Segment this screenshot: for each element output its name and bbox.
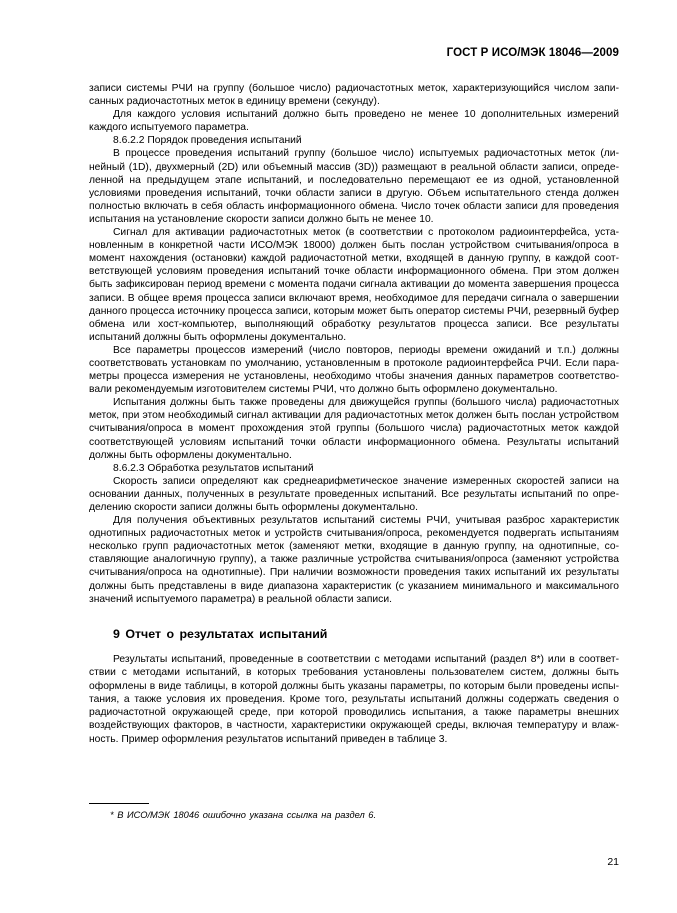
document-header: ГОСТ Р ИСО/МЭК 18046—2009 [446,47,619,59]
section-body [89,653,619,746]
paragraph: записи системы РЧИ на группу (большое число) радиочастотных меток, характеризующийся числом записанных радиочастотных меток в единицу времени (секунду). [89,83,619,108]
paragraph: В процессе проведения испытаний группу (большое число) испытуемых радиочастотных меток (линейный (1D), двухмерный (2D) или объемный массив (3D)) размещают в реальной области записи, определенной на предыдущем этапе испытаний, и последовательно перемещают ее из одной, установленной условиями проведения испытаний, точки области записи в другую. Объем испытательного стенда должен полностью включать в себя область информационного обмена. Число точек области записи для проведения испытания на установление скорости записи должно быть не менее 10. [89,148,619,225]
paragraph: Испытания должны быть также проведены для движущейся группы (большого числа) радиочастотных меток, при этом необходимый сигнал активации для радиочастотных меток должен быть послан устройством считывания/опроса в момент прохождения этой группы (большого числа) радиочастотных меток каждой соответствующей условиям испытаний точки области информационного обмена. Результаты испытаний должны быть оформлены документально. [89,397,619,461]
subsection-title: 8.6.2.3 Обработка результатов испытаний [113,462,314,474]
footnote: * В ИСО/МЭК 18046 ошибочно указана ссылка на раздел 6. [110,810,377,820]
paragraph: Для каждого условия испытаний должно быть проведено не менее 10 дополнительных измерений каждого испытуемого параметра. [89,109,619,134]
paragraph: Все параметры процессов измерений (число повторов, периоды времени ожиданий и т.п.) должны соответствовать установкам по умолчанию, установленным в протоколе радиоинтерфейса РЧИ. Если параметры процесса измерения не установлены, необходимо чтобы значения данных параметров соответствовали рекомендуемым изготовителем системы РЧИ, что должно быть оформлено документально. [89,344,619,396]
subsection-title: 8.6.2.2 Порядок проведения испытаний [113,135,302,147]
body-text [89,82,619,606]
paragraph: Сигнал для активации радиочастотных меток (в соответствии с протоколом радиоинтерфейса, установленным в конкретной части ИСО/МЭК 18000) должен быть послан устройством считывания/опроса в момент нахождения (остановки) каждой радиочастотной метки, входящей в данную группу, в каждой соответствующей условиям проведения испытаний точке области информационного обмена. При этом должен быть зафиксирован период времени с момента подачи сигнала активации до момента завершения процесса записи. В общее время процесса записи включают время, необходимое для передачи сигнала о завершении данного процесса источнику процесса записи, которым может быть оператор системы РЧИ, резервный буфер обмена или хост-компьютер, выполняющий обработку результатов процесса записи. Все результаты испытаний должны быть оформлены документально. [89,227,619,343]
section-heading: 9 Отчет о результатах испытаний [113,627,328,641]
paragraph: Результаты испытаний, проведенные в соответствии с методами испытаний (раздел 8*) или в соответствии с методами испытаний, в которых требования установлены пользователем систем, должны быть оформлены в виде таблицы, в которой должны быть указаны параметры, по которым были проведены испытания, а также условия их проведения. Кроме того, результаты испытаний должны содержать сведения о радиочастотной окружающей среде, при которой проводились испытания, а также параметры внешних воздействующих факторов, в частности, характеристики окружающей среды, включая температуру и влажность. Пример оформления результатов испытаний приведен в таблице 3. [89,654,619,745]
paragraph: Для получения объективных результатов испытаний системы РЧИ, учитывая разброс характеристик однотипных радиочастотных меток и устройств считывания/опроса, рекомендуется подвергать испытаниям несколько групп радиочастотных меток (заменяют метки, входящие в данную группу, на однотипные, составляющие аналогичную группу), а также различные устройства считывания/опроса (заменяют устройства считывания/опроса на однотипные). При наличии возможности проведения таких испытаний их результаты должны быть представлены в виде диапазона характеристик (с указанием минимального и максимального значений испытуемого параметра) в реальной области записи. [89,515,619,605]
page-number: 21 [607,856,619,868]
footnote-divider [89,803,149,804]
paragraph: Скорость записи определяют как среднеарифметическое значение измеренных скоростей записи на основании данных, полученных в результате проведенных испытаний. Все результаты испытаний по определению скорости записи должны быть оформлены документально. [89,475,619,513]
